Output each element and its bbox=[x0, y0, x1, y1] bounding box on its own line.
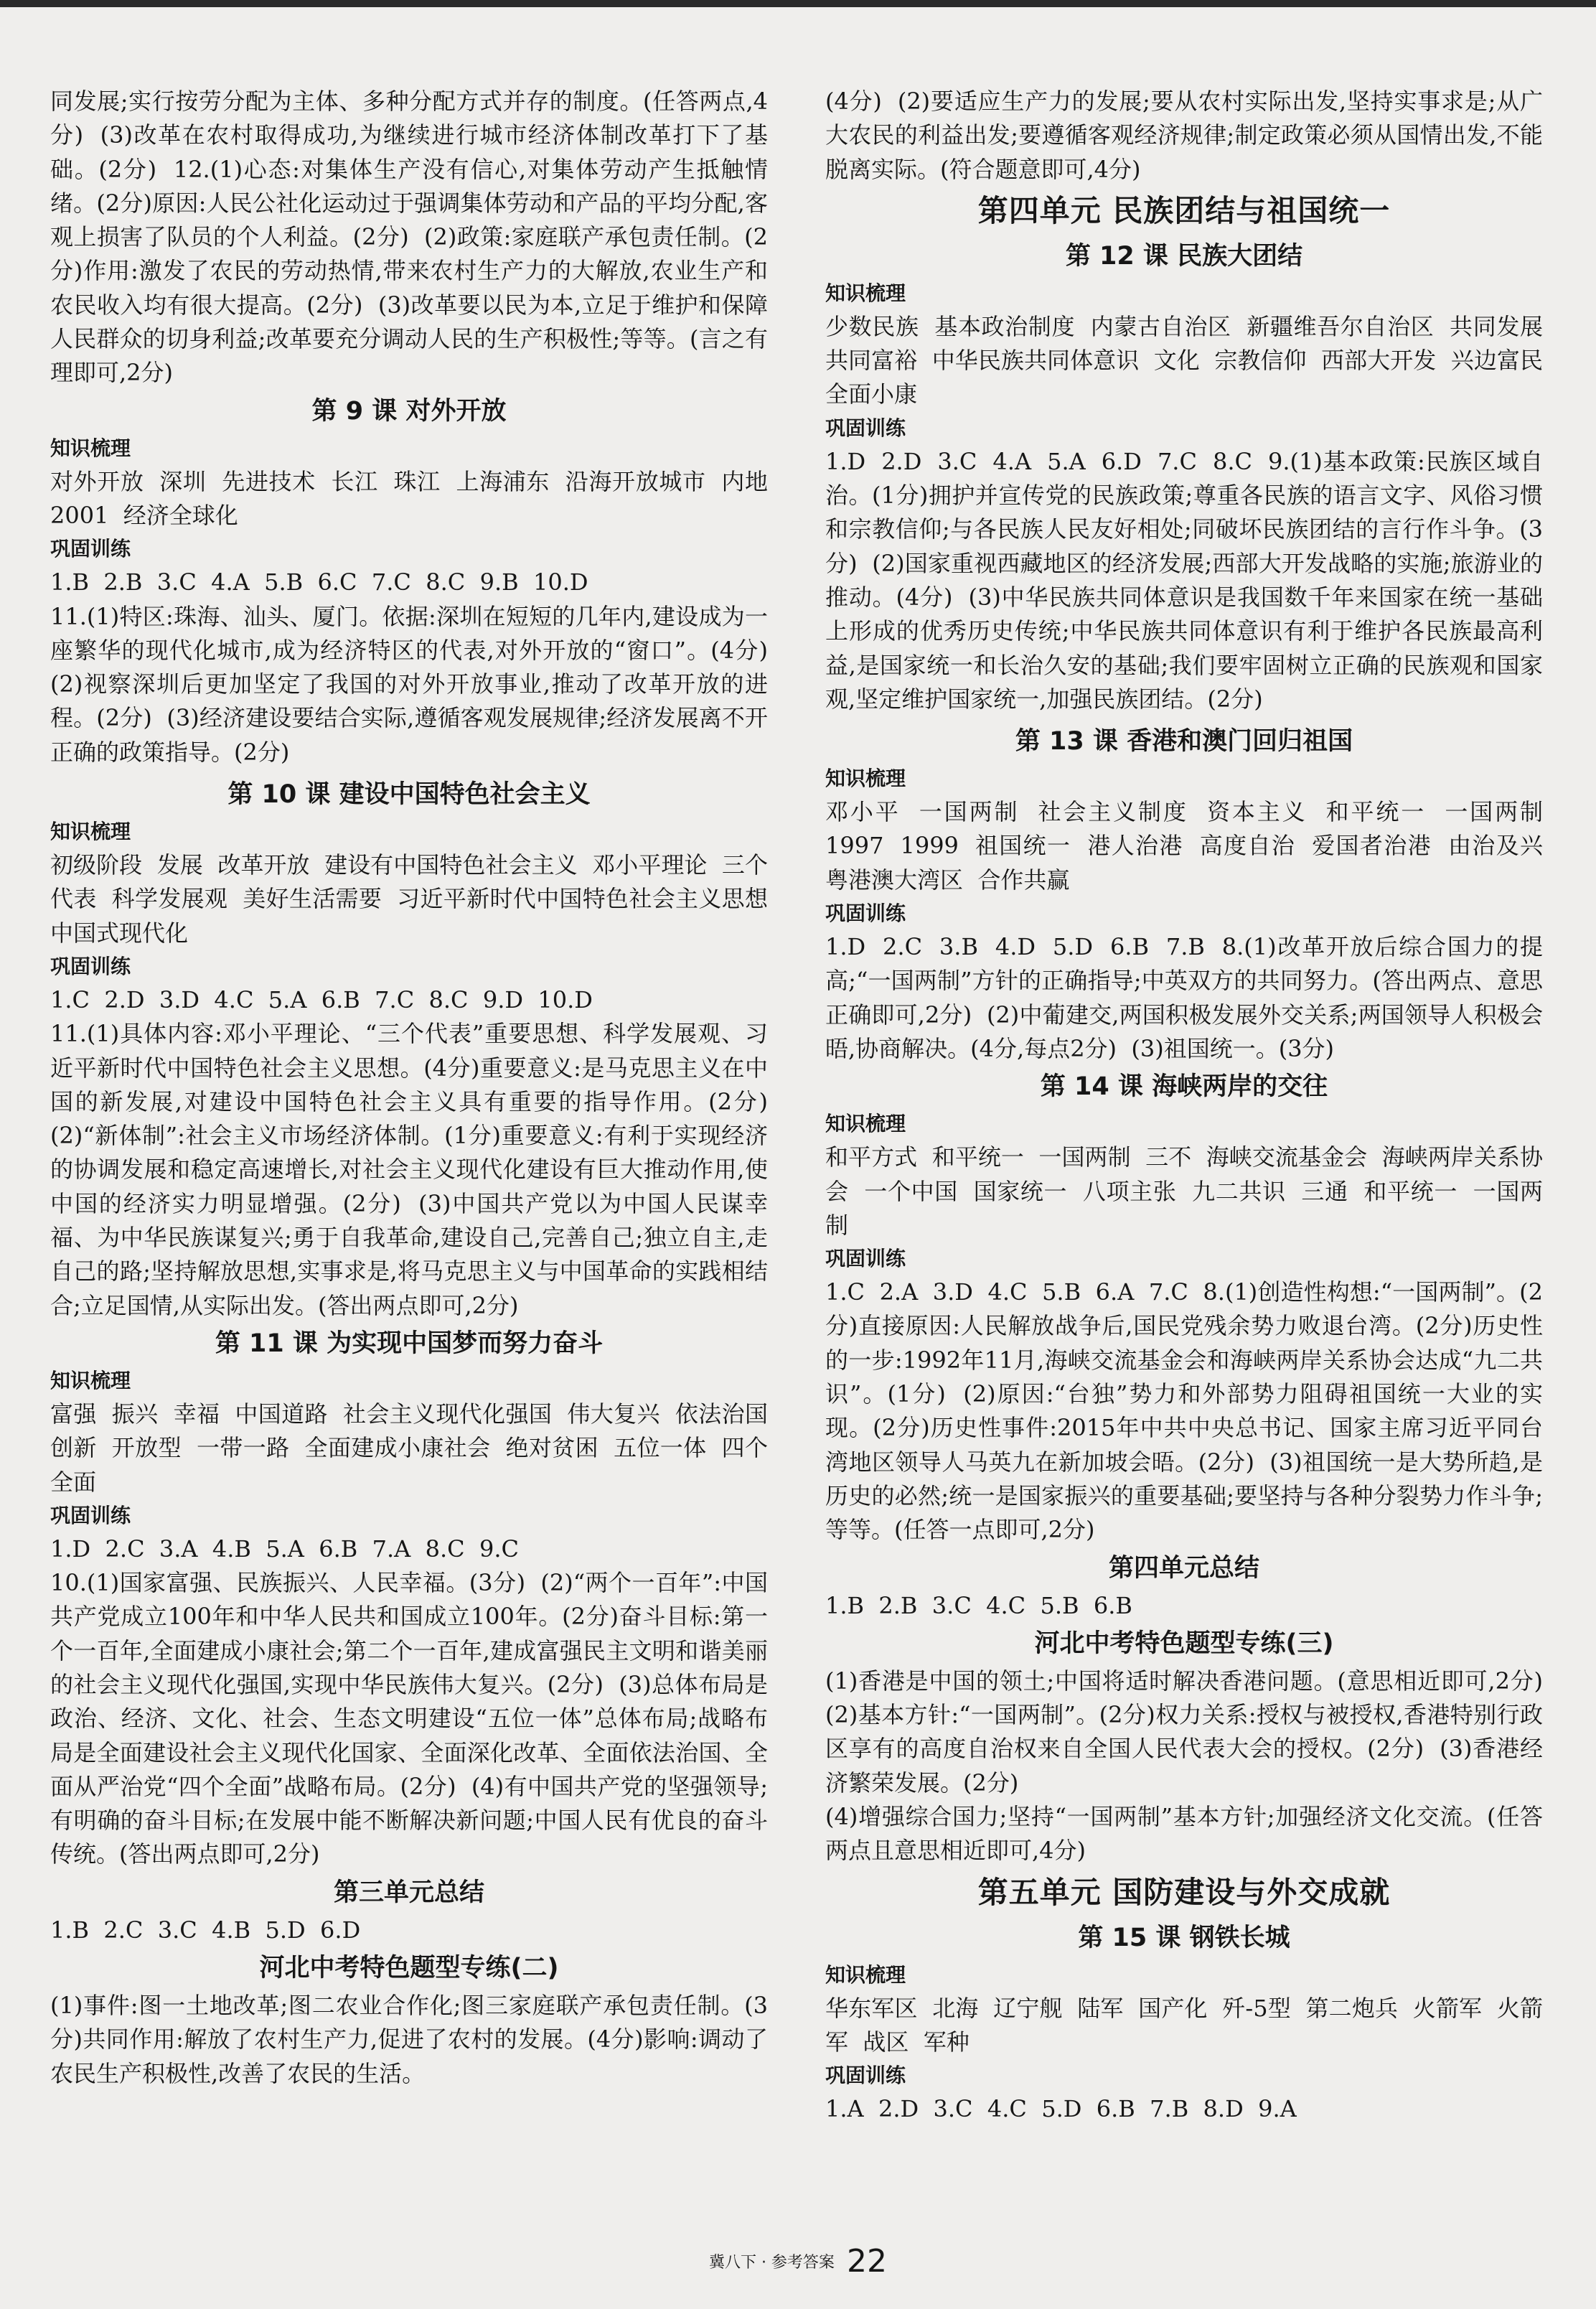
knowledge-text: 华东军区 北海 辽宁舰 陆军 国产化 歼-5型 第二炮兵 火箭军 火箭军 战区 军种 bbox=[825, 1994, 1543, 2056]
page-footer bbox=[0, 2243, 1596, 2280]
answer-line: 1.A 2.D 3.C 4.C 5.D 6.B 7.B 8.D 9.A bbox=[825, 2095, 1297, 2123]
answer-text: 1.D 2.C 3.B 4.D 5.D 6.B 7.B 8.(1)改革开放后综合国力的提高;“一国两制”方针的正确指导;中英双方的共同努力。(答出两点、意思正确即可,2分) (2)中葡建交,两国积极发展外交关系;两国领导人积极会晤,协商解决。(4分,每点2分) (3)祖国统一。(3分) bbox=[825, 933, 1543, 1062]
footer-text: 冀八下 · 参考答案 bbox=[708, 2254, 835, 2272]
answer-text: 1.C 2.A 3.D 4.C 5.B 6.A 7.C 8.(1)创造性构想:“一国两制”。(2分)直接原因:人民解放战争后,国民党残余势力败退台湾。(2分)历史性的一步:1992年11月,海峡交流基金会和海峡两岸关系协会达成“九二共识”。(1分) (2)原因:“台独”势力和外部势力阻碍祖国统一大业的实现。(2分)历史性事件:2015年中共中央总书记、国家主席习近平同台湾地区领导人马英九在新加坡会晤。(2分) (3)祖国统一是大势所趋,是历史的必然;统一是国家振兴的重要基础;要坚持与各种分裂势力作斗争;等等。(任答一点即可,2分) bbox=[825, 1278, 1543, 1544]
special-practice-title: 河北中考特色题型专练(三) bbox=[1034, 1629, 1334, 1658]
answer-text: 11.(1)特区:珠海、汕头、厦门。依据:深圳在短短的几年内,建设成为一座繁华的现代化城市,成为经济特区的代表,对外开放的“窗口”。(4分) (2)视察深圳后更加坚定了我国的对外开放事业,推动了改革开放的进程。(2分) (3)经济建设要结合实际,遵循客观发展规律;经济发展离不开正确的政策指导。(2分) bbox=[50, 602, 783, 766]
section-label: 知识梳理 bbox=[825, 1112, 906, 1136]
continued-answer: 同发展;实行按劳分配为主体、多种分配方式并存的制度。(任答两点,4分) (3)改革在农村取得成功,为继续进行城市经济体制改革打下了基础。(2分) 12.(1)心态:对集体生产没有信心,对集体劳动产生抵触情绪。(2分)原因:人民公社化运动过于强调集体劳动和产品的平均分配,客观上损害了队员的个人利益。(2分) (2)政策:家庭联产承包责任制。(2分)作用:激发了农民的劳动热情,带来农村生产力的大解放,农业生产和农民收入均有很大提高。(2分) (3)改革要以民为本,立足于维护和保障人民群众的切身利益;改革要充分调动人民的生产积极性;等等。(言之有理即可,2分) bbox=[50, 88, 768, 387]
special-practice-title: 河北中考特色题型专练(二) bbox=[259, 1954, 559, 1983]
answer-line: 1.B 2.B 3.C 4.C 5.B 6.B bbox=[825, 1591, 1132, 1619]
answer-text: 1.D 2.D 3.C 4.A 5.A 6.D 7.C 8.C 9.(1)基本政策:民族区域自治。(1分)拥护并宣传党的民族政策;尊重各民族的语言文字、风俗习惯和宗教信仰;与各民族人民友好相处;同破坏民族团结的言行作斗争。(3分) (2)国家重视西藏地区的经济发展;西部大开发战略的实施;旅游业的推动。(4分) (3)中华民族共同体意识是我国数千年来国家在统一基础上形成的优秀历史传统;中华民族共同体意识有利于维护各民族最高利益,是国家统一和长治久安的基础;我们要牢固树立正确的民族观和国家观,坚定维护国家统一,加强民族团结。(2分) bbox=[825, 447, 1543, 713]
answer-line: 1.B 2.C 3.C 4.B 5.D 6.D bbox=[50, 1916, 361, 1944]
knowledge-text: 邓小平 一国两制 社会主义制度 资本主义 和平统一 一国两制 1997 1999 祖国统一 港人治港 高度自治 爱国者治港 由治及兴 粤港澳大湾区 合作共赢 bbox=[825, 798, 1558, 894]
section-label: 巩固训练 bbox=[825, 901, 906, 926]
answer-text: 11.(1)具体内容:邓小平理论、“三个代表”重要思想、科学发展观、习近平新时代中国特色社会主义思想。(4分)重要意义:是马克思主义在中国的新发展,对建设中国特色社会主义具有重要的指导作用。(2分) (2)“新体制”:社会主义市场经济体制。(1分)重要意义:有利于实现经济的协调发展和稳定高速增长,对社会主义现代化建设有巨大推动作用,使中国的经济实力明显增强。(2分) (3)中国共产党以为中国人民谋幸福、为中华民族谋复兴;勇于自我革命,建设自己,完善自己;独立自主,走自己的路;坚持解放思想,实事求是,将马克思主义与中国革命的实践相结合;立足国情,从实际出发。(答出两点即可,2分) bbox=[50, 1020, 783, 1319]
section-label: 巩固训练 bbox=[50, 954, 131, 978]
section-label: 巩固训练 bbox=[825, 2064, 906, 2088]
continued-answer: (4分) (2)要适应生产力的发展;要从农村实际出发,坚持实事求是;从广大农民的利益出发;要遵循客观经济规律;制定政策必须从国情出发,不能脱离实际。(符合题意即可,4分) bbox=[825, 88, 1543, 183]
knowledge-text: 富强 振兴 幸福 中国道路 社会主义现代化强国 伟大复兴 依法治国 创新 开放型 一带一路 全面建成小康社会 绝对贫困 五位一体 四个全面 bbox=[50, 1400, 783, 1496]
section-label: 知识梳理 bbox=[825, 1962, 906, 1987]
left-column bbox=[50, 85, 783, 2091]
unit-title: 第五单元 国防建设与外交成就 bbox=[977, 1874, 1391, 1910]
answer-text: (1)香港是中国的领土;中国将适时解决香港问题。(意思相近即可,2分) (2)基本方针:“一国两制”。(2分)权力关系:授权与被授权,香港特别行政区享有的高度自治权来自全国人民代表大会的授权。(2分) (3)香港经济繁荣发展。(2分) bbox=[825, 1667, 1558, 1797]
lesson-title: 第 12 课 民族大团结 bbox=[1065, 241, 1303, 271]
answer-line: 1.B 2.B 3.C 4.A 5.B 6.C 7.C 8.C 9.B 10.D bbox=[50, 568, 588, 596]
unit-title: 第四单元 民族团结与祖国统一 bbox=[977, 192, 1391, 228]
lesson-title: 第 13 课 香港和澳门回归祖国 bbox=[1015, 727, 1353, 757]
answer-line: 1.C 2.D 3.D 4.C 5.A 6.B 7.C 8.C 9.D 10.D bbox=[50, 985, 593, 1013]
unit-summary-title: 第三单元总结 bbox=[333, 1878, 484, 1907]
knowledge-text: 少数民族 基本政治制度 内蒙古自治区 新疆维吾尔自治区 共同发展 共同富裕 中华民族共同体意识 文化 宗教信仰 西部大开发 兴边富民 全面小康 bbox=[825, 312, 1558, 408]
knowledge-text: 初级阶段 发展 改革开放 建设有中国特色社会主义 邓小平理论 三个代表 科学发展观 美好生活需要 习近平新时代中国特色社会主义思想 中国式现代化 bbox=[50, 851, 783, 947]
answer-line: 1.D 2.C 3.A 4.B 5.A 6.B 7.A 8.C 9.C bbox=[50, 1535, 519, 1563]
lesson-title: 第 14 课 海峡两岸的交往 bbox=[1040, 1072, 1328, 1102]
answer-text: (1)事件:图一土地改革;图二农业合作化;图三家庭联产承包责任制。(3分)共同作用:解放了农村生产力,促进了农村的发展。(4分)影响:调动了农民生产积极性,改善了农民的生活。 bbox=[50, 1992, 768, 2087]
right-column bbox=[825, 85, 1558, 2126]
knowledge-text: 对外开放 深圳 先进技术 长江 珠江 上海浦东 沿海开放城市 内地 2001 经济全球化 bbox=[50, 467, 783, 529]
section-label: 巩固训练 bbox=[825, 416, 906, 440]
section-label: 巩固训练 bbox=[50, 1503, 131, 1527]
top-rule bbox=[0, 0, 1596, 7]
answer-text: 10.(1)国家富强、民族振兴、人民幸福。(3分) (2)“两个一百年”:中国共产党成立100年和中华人民共和国成立100年。(2分)奋斗目标:第一个一百年,全面建成小康社会;第二个一百年,建成富强民主文明和谐美丽的社会主义现代化强国,实现中华民族伟大复兴。(2分) (3)总体布局是政治、经济、文化、社会、生态文明建设“五位一体”总体布局;战略布局是全面建设社会主义现代化国家、全面深化改革、全面依法治国、全面从严治党“四个全面”战略布局。(2分) (4)有中国共产党的坚强领导;有明确的奋斗目标;在发展中能不断解决新问题;中国人民有优良的奋斗传统。(答出两点即可,2分) bbox=[50, 1569, 768, 1868]
lesson-title: 第 9 课 对外开放 bbox=[311, 396, 507, 426]
unit-summary-title: 第四单元总结 bbox=[1108, 1553, 1259, 1583]
section-label: 知识梳理 bbox=[50, 436, 131, 460]
lesson-title: 第 15 课 钢铁长城 bbox=[1078, 1923, 1290, 1952]
lesson-title: 第 11 课 为实现中国梦而努力奋斗 bbox=[215, 1329, 604, 1358]
knowledge-text: 和平方式 和平统一 一国两制 三不 海峡交流基金会 海峡两岸关系协会 一个中国 国家统一 八项主张 九二共识 三通 和平统一 一国两制 bbox=[825, 1143, 1543, 1239]
section-label: 知识梳理 bbox=[825, 281, 906, 305]
section-label: 知识梳理 bbox=[50, 820, 131, 844]
section-label: 巩固训练 bbox=[825, 1247, 906, 1271]
lesson-title: 第 10 课 建设中国特色社会主义 bbox=[227, 780, 591, 810]
page-number: 22 bbox=[847, 2243, 888, 2280]
answer-text: (4)增强综合国力;坚持“一国两制”基本方针;加强经济文化交流。(任答两点且意思相近即可,4分) bbox=[825, 1802, 1543, 1865]
section-label: 巩固训练 bbox=[50, 537, 131, 561]
section-label: 知识梳理 bbox=[50, 1368, 131, 1392]
section-label: 知识梳理 bbox=[825, 767, 906, 791]
